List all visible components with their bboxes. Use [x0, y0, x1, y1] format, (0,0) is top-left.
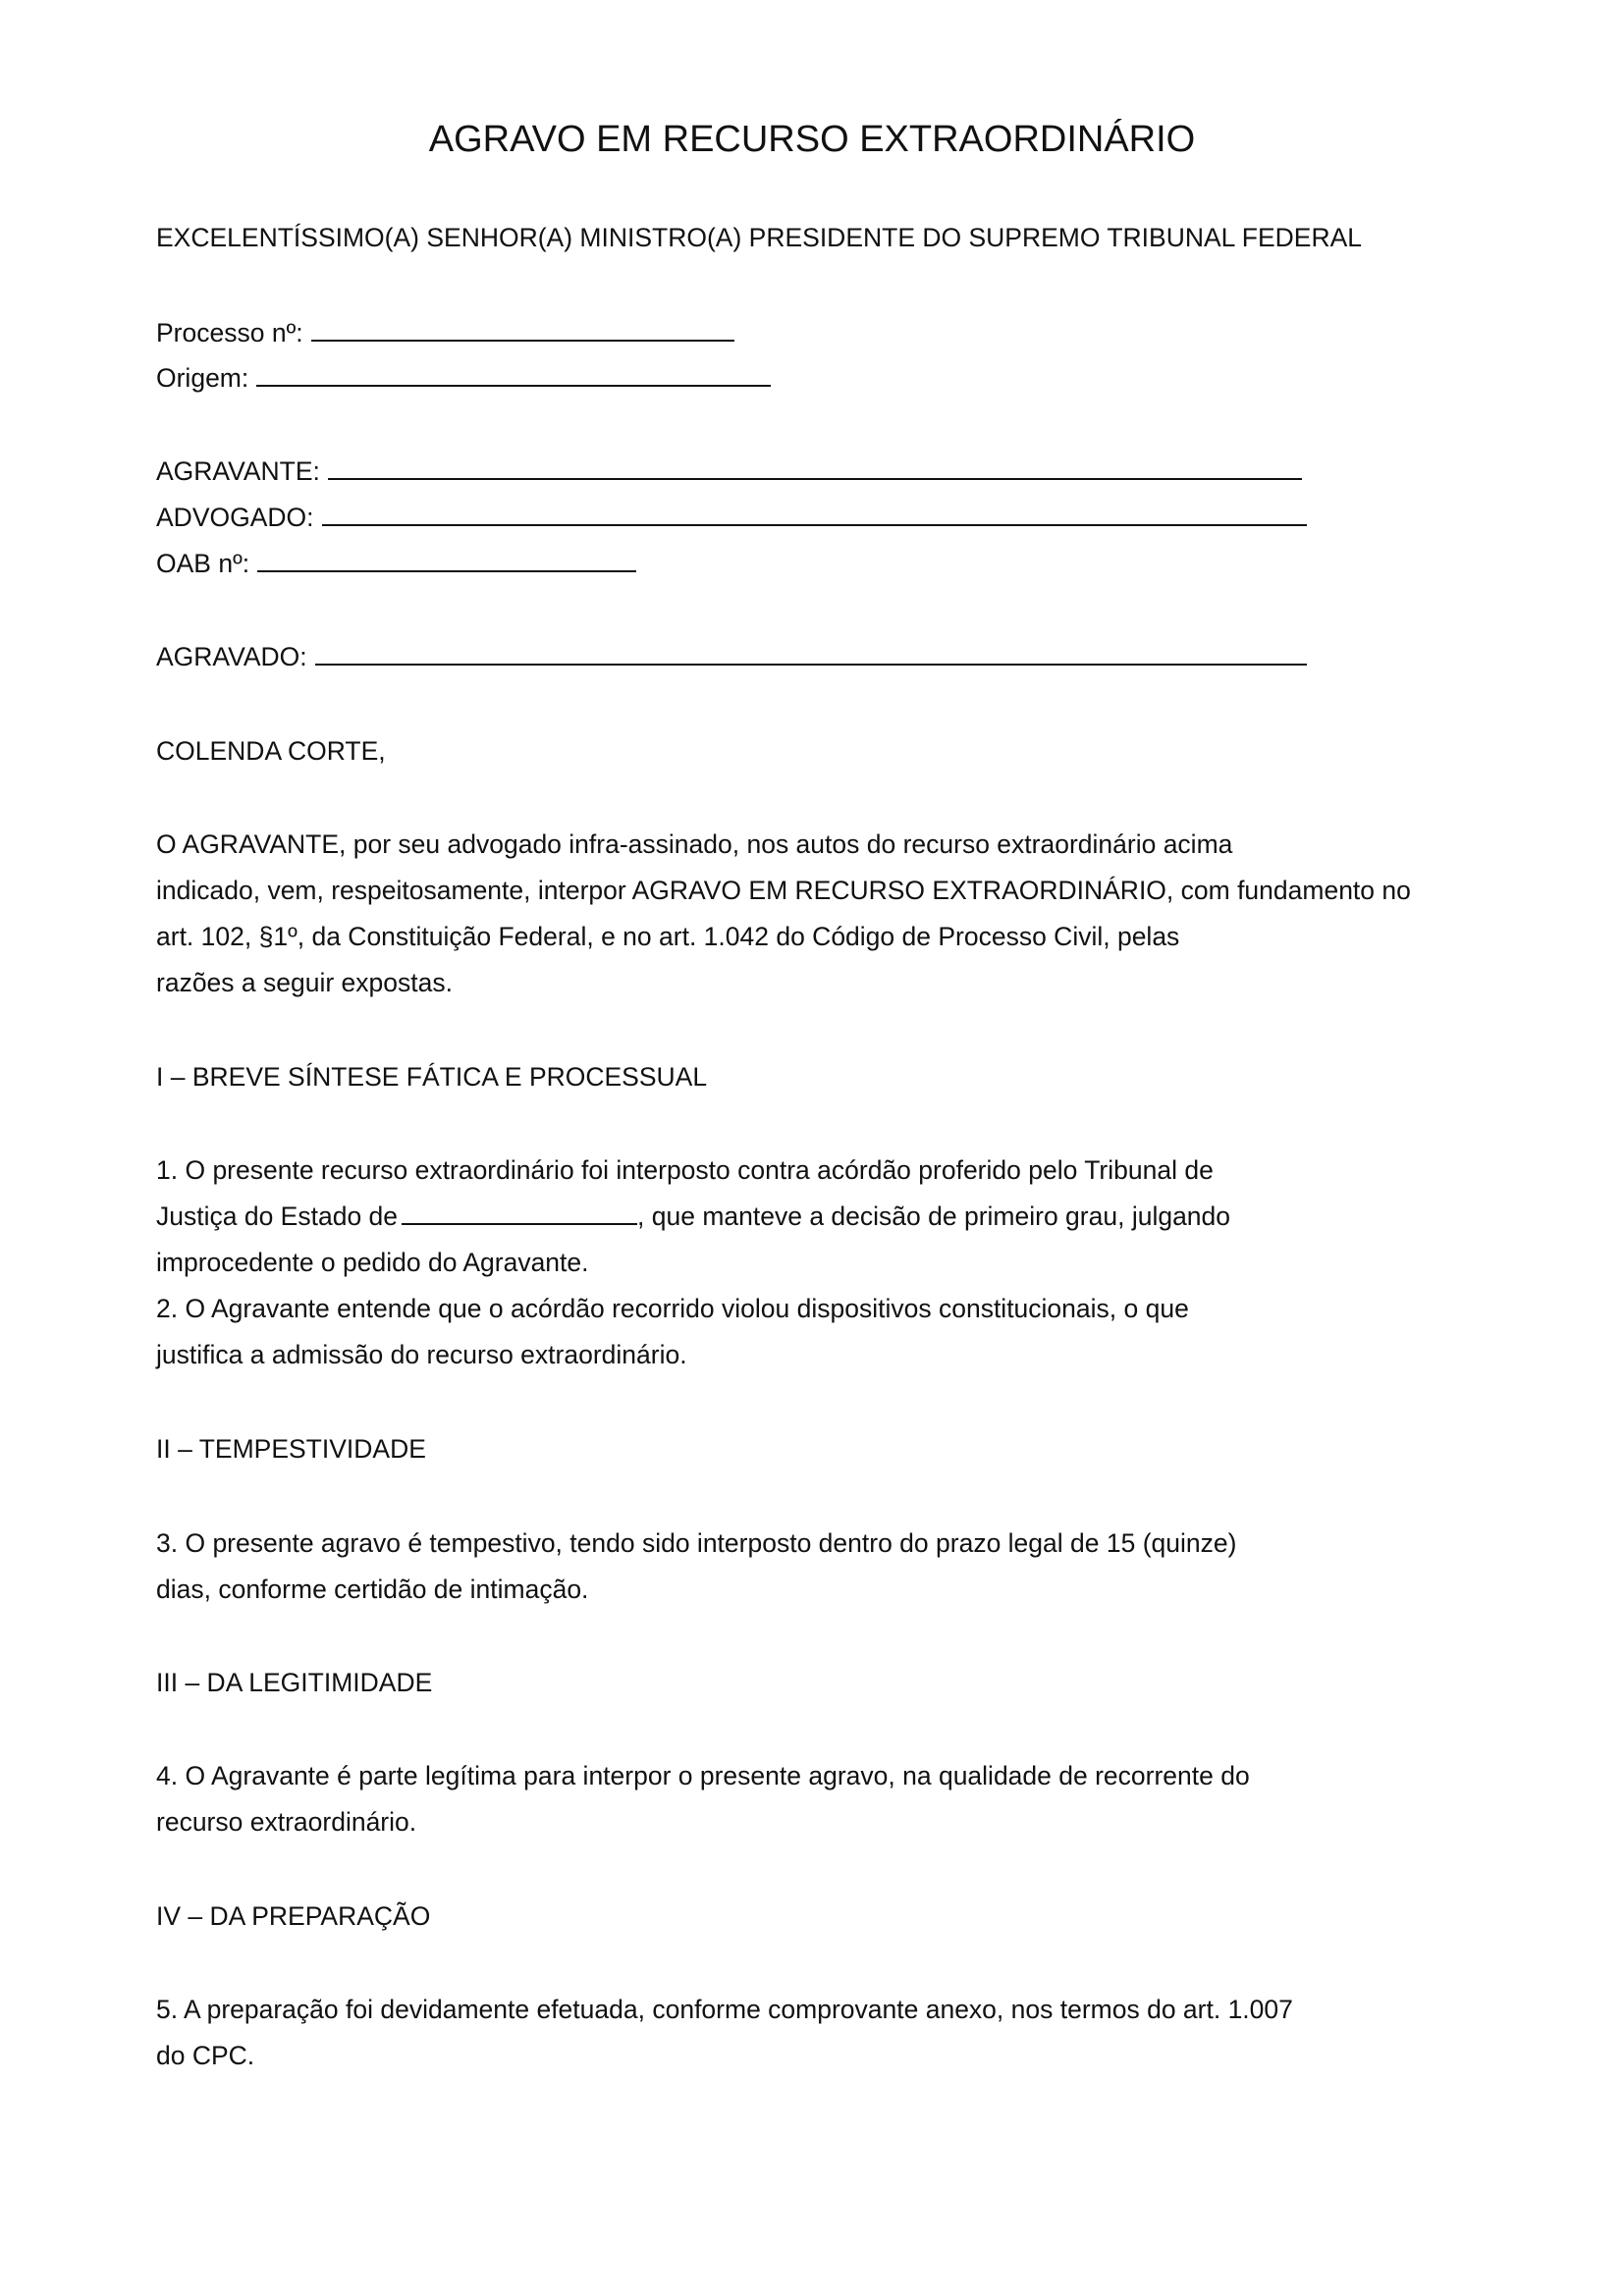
- agravante-label: AGRAVANTE:: [156, 456, 320, 486]
- section-heading-1: I – BREVE SÍNTESE FÁTICA E PROCESSUAL: [156, 1062, 708, 1092]
- estado-blank: [402, 1201, 637, 1225]
- agravado-field: [156, 640, 1307, 673]
- oab-blank: [257, 549, 636, 572]
- intro-line-3: art. 102, §1º, da Constituição Federal, e no art. 1.042 do Código de Processo Civil, pelas: [156, 922, 1180, 951]
- paragraph-1-line-2: [156, 1200, 1230, 1233]
- paragraph-5-line-1: 5. A preparação foi devidamente efetuada, conforme comprovante anexo, nos termos do art. 1.007: [156, 1995, 1293, 2024]
- agravado-blank: [315, 642, 1307, 666]
- origem-field: [156, 361, 771, 395]
- agravante-field: [156, 454, 1302, 488]
- intro-line-2: indicado, vem, respeitosamente, interpor AGRAVO EM RECURSO EXTRAORDINÁRIO, com fundamento no: [156, 876, 1411, 905]
- paragraph-3-line-2: dias, conforme certidão de intimação.: [156, 1575, 589, 1604]
- agravado-label: AGRAVADO:: [156, 642, 307, 671]
- origem-blank: [256, 363, 771, 387]
- paragraph-5-line-2: do CPC.: [156, 2041, 255, 2070]
- paragraph-2-line-2: justifica a admissão do recurso extraordinário.: [156, 1340, 687, 1369]
- paragraph-2-line-1: 2. O Agravante entende que o acórdão recorrido violou dispositivos constitucionais, o que: [156, 1294, 1189, 1323]
- oab-field: [156, 547, 636, 580]
- paragraph-1-line-3: improcedente o pedido do Agravante.: [156, 1248, 589, 1277]
- origem-label: Origem:: [156, 363, 249, 393]
- intro-line-4: razões a seguir expostas.: [156, 968, 453, 997]
- advogado-blank: [322, 503, 1307, 526]
- salutation: COLENDA CORTE,: [156, 736, 386, 766]
- intro-line-1: O AGRAVANTE, por seu advogado infra-assinado, nos autos do recurso extraordinário acima: [156, 829, 1233, 859]
- processo-blank: [311, 318, 734, 342]
- paragraph-4-line-2: recurso extraordinário.: [156, 1807, 417, 1837]
- paragraph-3-line-1: 3. O presente agravo é tempestivo, tendo sido interposto dentro do prazo legal de 15 (quinze): [156, 1528, 1237, 1558]
- addressee-line: EXCELENTÍSSIMO(A) SENHOR(A) MINISTRO(A) PRESIDENTE DO SUPREMO TRIBUNAL FEDERAL: [156, 223, 1362, 252]
- processo-field: [156, 316, 734, 349]
- oab-label: OAB nº:: [156, 549, 250, 578]
- document-title: AGRAVO EM RECURSO EXTRAORDINÁRIO: [428, 119, 1196, 160]
- agravante-blank: [328, 456, 1302, 480]
- paragraph-1-line-1: 1. O presente recurso extraordinário foi interposto contra acórdão proferido pelo Tribunal de: [156, 1155, 1214, 1185]
- advogado-label: ADVOGADO:: [156, 503, 314, 532]
- processo-label: Processo nº:: [156, 318, 303, 347]
- paragraph-4-line-1: 4. O Agravante é parte legítima para interpor o presente agravo, na qualidade de recorrente do: [156, 1761, 1250, 1790]
- paragraph-1-text-after-blank: , que manteve a decisão de primeiro grau, julgando: [637, 1201, 1231, 1231]
- paragraph-1-text-before-blank: Justiça do Estado de: [156, 1201, 399, 1231]
- section-heading-4: IV – DA PREPARAÇÃO: [156, 1901, 431, 1931]
- section-heading-3: III – DA LEGITIMIDADE: [156, 1668, 433, 1697]
- section-heading-2: II – TEMPESTIVIDADE: [156, 1434, 426, 1464]
- advogado-field: [156, 501, 1307, 534]
